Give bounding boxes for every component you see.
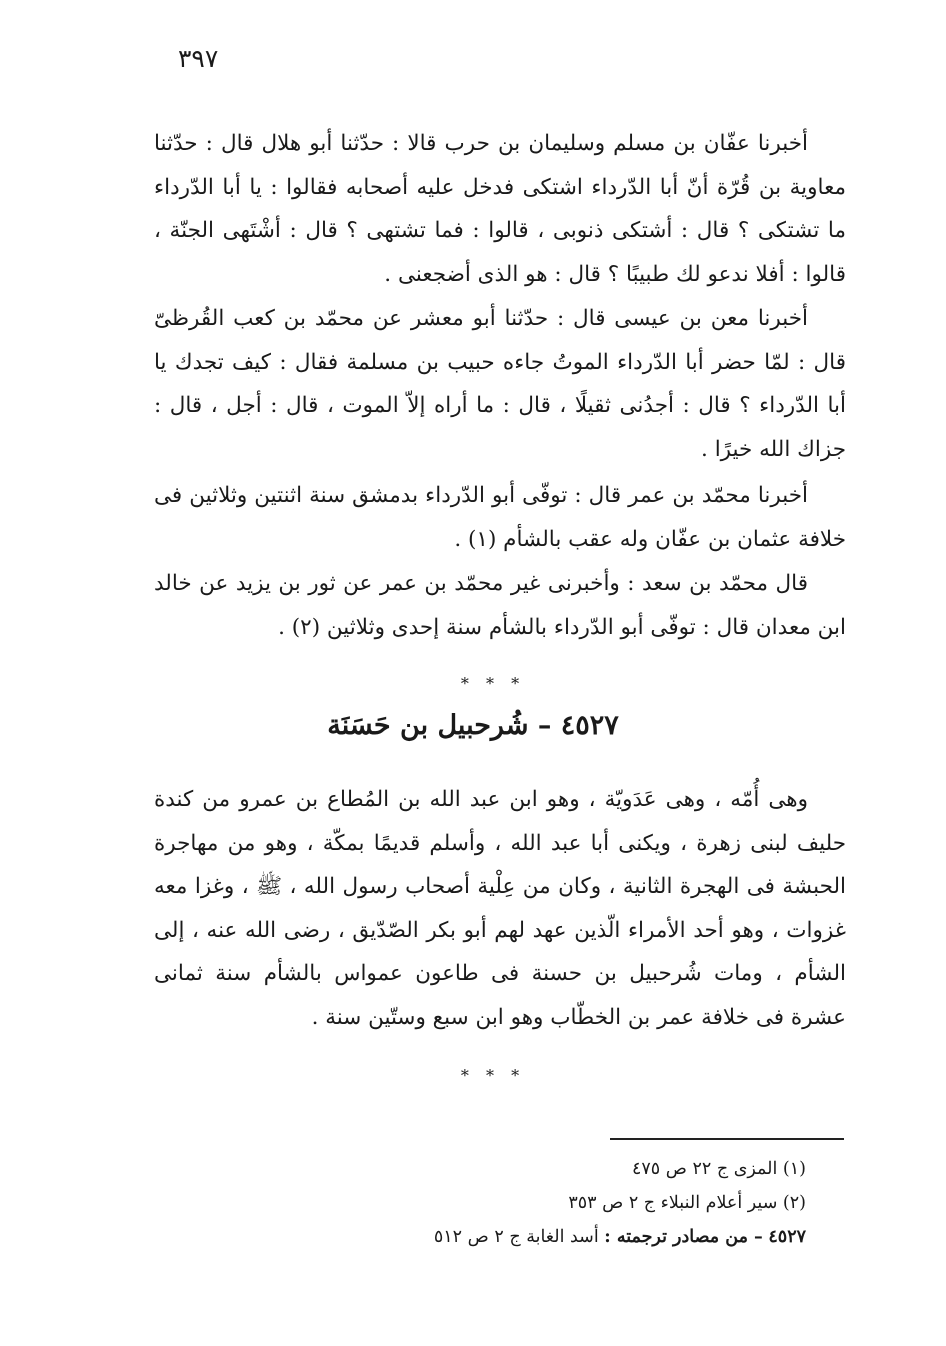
paragraph-text: وهى أُمّه ، وهى عَدَويّة ، وهو ابن عبد الله بن المُطاع بن عمرو من كندة حليف لبنى زهرة ، ويكنى أبا عبد الله ، وأسلم قديمًا بمكّة ، وهو من مهاجرة الحبشة فى الهجرة الثانية ، وكان من عِلْية أصحاب رسول الله ، ﷺ ، وغزا معه غزوات ، وهو أحد الأمراء الّذين عهد لهم أبو بكر الصّدّيق ، رضى الله عنه ، إلى الشأم ، ومات شُرحبيل بن حسنة فى طاعون عمواس بالشأم سنة ثمانى عشرة فى خلافة عمر بن الخطّاب وهو ابن سبع وستّين سنة . (154, 787, 846, 1030)
paragraph-text: أخبرنا معن بن عيسى قال : حدّثنا أبو معشر عن محمّد بن كعب القُرظىّ قال : لمّا حضر أبا الدّرداء الموتُ جاءه حبيب بن مسلمة فقال : كيف تجدك يا أبا الدّرداء ؟ قال : أجدُنى ثقيلًا ، قال : ما أراه إلاّ الموت ، قال : أجل ، قال : جزاك الله خيرًا . (154, 306, 846, 462)
biography-paragraph (154, 778, 846, 1039)
source-note (154, 1220, 846, 1254)
paragraph-1 (154, 122, 846, 296)
section-separator: * * * (460, 1066, 526, 1085)
paragraph-4 (154, 562, 846, 649)
source-entry-number: ٤٥٢٧ (768, 1227, 806, 1247)
source-text: أسد الغابة ج ٢ ص ٥١٢ (433, 1227, 599, 1247)
paragraph-2 (154, 297, 846, 471)
paragraph-text: قال محمّد بن سعد : وأخبرنى غير محمّد بن عمر عن ثور بن يزيد عن خالد ابن معدان قال : توفّى أبو الدّرداء بالشأم سنة إحدى وثلاثين (٢) . (154, 571, 846, 640)
entry-heading (0, 710, 946, 741)
paragraph-text: أخبرنا عفّان بن مسلم وسليمان بن حرب قالا : حدّثنا أبو هلال قال : حدّثنا معاوية بن قُرّة أنّ أبا الدّرداء اشتكى فدخل عليه أصحابه فقالوا : يا أبا الدّرداء ما تشتكى ؟ قال : أشتكى ذنوبى ، قالوا : فما تشتهى ؟ قال : أشْتَهى الجنّة ، قالوا : أفلا ندعو لك طبيبًا ؟ قال : هو الذى أضجعنى . (154, 131, 846, 287)
entry-number: ٤٥٢٧ (560, 710, 619, 741)
footnotes (154, 1152, 846, 1254)
section-separator: * * * (460, 674, 526, 693)
paragraph-3 (154, 474, 846, 561)
page-number: ٣٩٧ (178, 44, 219, 73)
entry-name: شُرحبيل بن حَسَنَة (327, 710, 529, 741)
footnote-1: (١) المزى ج ٢٢ ص ٤٧٥ (631, 1159, 806, 1179)
footnote-rule (610, 1138, 844, 1140)
heading-dash: – (537, 710, 552, 741)
source-label: – من مصادر ترجمته : (604, 1227, 763, 1247)
paragraph-text: أخبرنا محمّد بن عمر قال : توفّى أبو الدّرداء بدمشق سنة اثنتين وثلاثين فى خلافة عثمان بن عفّان وله عقب بالشأم (١) . (154, 483, 846, 552)
footnote-2: (٢) سير أعلام النبلاء ج ٢ ص ٣٥٣ (568, 1193, 806, 1213)
